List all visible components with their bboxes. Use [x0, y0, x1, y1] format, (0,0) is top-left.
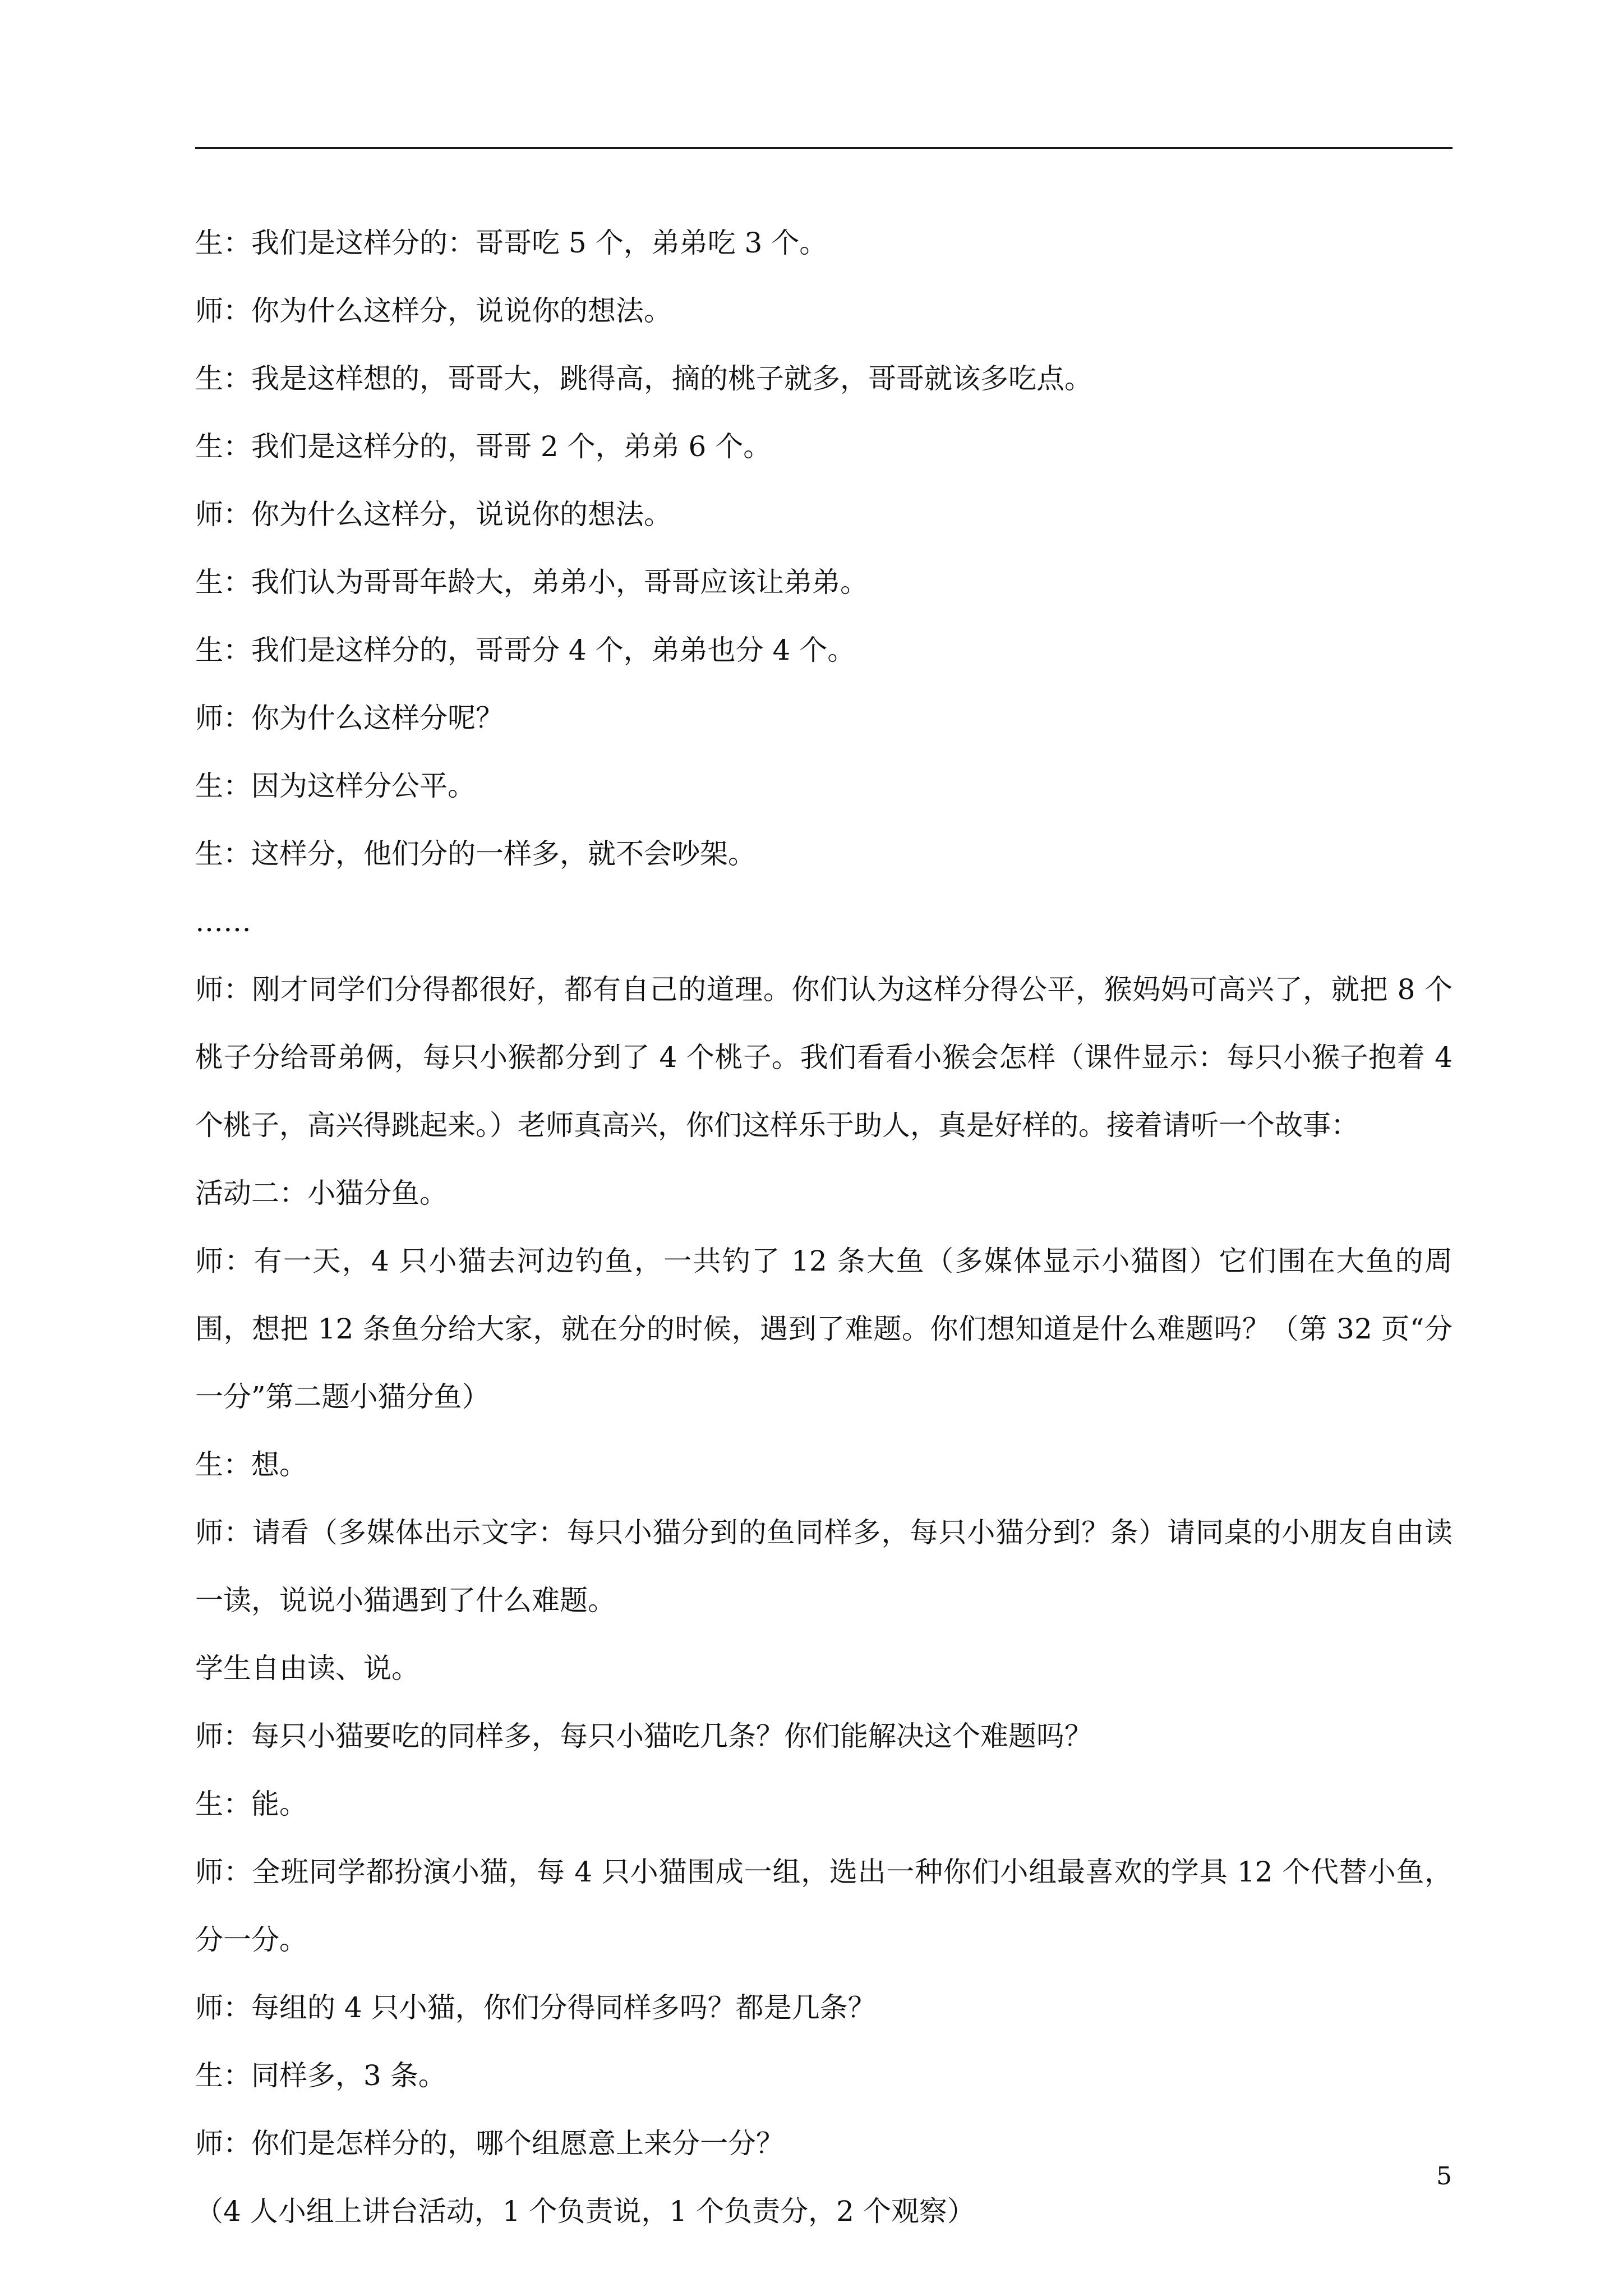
paragraph: 生：我是这样想的，哥哥大，跳得高，摘的桃子就多，哥哥就该多吃点。: [195, 362, 1092, 395]
paragraph: 生：能。: [195, 1788, 307, 1820]
paragraph: 学生自由读、说。: [195, 1652, 419, 1685]
paragraph: 生：同样多，3 条。: [195, 2059, 446, 2092]
paragraph: 师：每只小猫要吃的同样多，每只小猫吃几条？你们能解决这个难题吗？: [195, 1720, 1092, 1752]
paragraph: 师：有一天，4 只小猫去河边钓鱼，一共钓了 12 条大鱼（多媒体显示小猫图）它们围在大鱼的周围，想把 12 条鱼分给大家，就在分的时候，遇到了难题。你们想知道是什么难题吗？（第 32 页“分一分”第二题小猫分鱼）: [195, 1245, 1453, 1413]
paragraph: 生：想。: [195, 1448, 307, 1481]
paragraph: 师：刚才同学们分得都很好，都有自己的道理。你们认为这样分得公平，猴妈妈可高兴了，就把 8 个桃子分给哥弟俩，每只小猴都分到了 4 个桃子。我们看看小猴会怎样（课件显示：每只小猴子抱着 4 个桃子，高兴得跳起来。）老师真高兴，你们这样乐于助人，真是好样的。接着请听一个故事：: [195, 973, 1453, 1142]
paragraph: 师：你为什么这样分，说说你的想法。: [195, 295, 672, 327]
paragraph: 生：我们是这样分的，哥哥分 4 个，弟弟也分 4 个。: [195, 634, 856, 666]
paragraph: 师：你为什么这样分，说说你的想法。: [195, 498, 672, 531]
page-number: 5: [1436, 2162, 1452, 2191]
paragraph: 师：你为什么这样分呢？: [195, 702, 504, 734]
activity-heading: 活动二：小猫分鱼。: [195, 1177, 448, 1209]
ellipsis-line: ……: [195, 905, 251, 938]
paragraph: 生：我们是这样分的，哥哥 2 个，弟弟 6 个。: [195, 430, 772, 463]
paragraph: 师：请看（多媒体出示文字：每只小猫分到的鱼同样多，每只小猫分到？条）请同桌的小朋友自由读一读，说说小猫遇到了什么难题。: [195, 1516, 1453, 1617]
paragraph: 生：我们是这样分的：哥哥吃 5 个，弟弟吃 3 个。: [195, 227, 828, 259]
paragraph: 师：全班同学都扮演小猫，每 4 只小猫围成一组，选出一种你们小组最喜欢的学具 12 个代替小鱼，分一分。: [195, 1856, 1453, 1956]
paragraph: 师：你们是怎样分的，哪个组愿意上来分一分？: [195, 2127, 784, 2160]
paragraph: （4 人小组上讲台活动，1 个负责说，1 个负责分，2 个观察）: [195, 2195, 975, 2228]
paragraph: 生：我们认为哥哥年龄大，弟弟小，哥哥应该让弟弟。: [195, 566, 868, 599]
paragraph: 生：因为这样分公平。: [195, 770, 476, 802]
paragraph: 师：每组的 4 只小猫，你们分得同样多吗？都是几条？: [195, 1991, 876, 2024]
document-body: [195, 209, 1453, 2246]
header-rule: [195, 147, 1453, 149]
paragraph: 生：这样分，他们分的一样多，就不会吵架。: [195, 838, 756, 870]
